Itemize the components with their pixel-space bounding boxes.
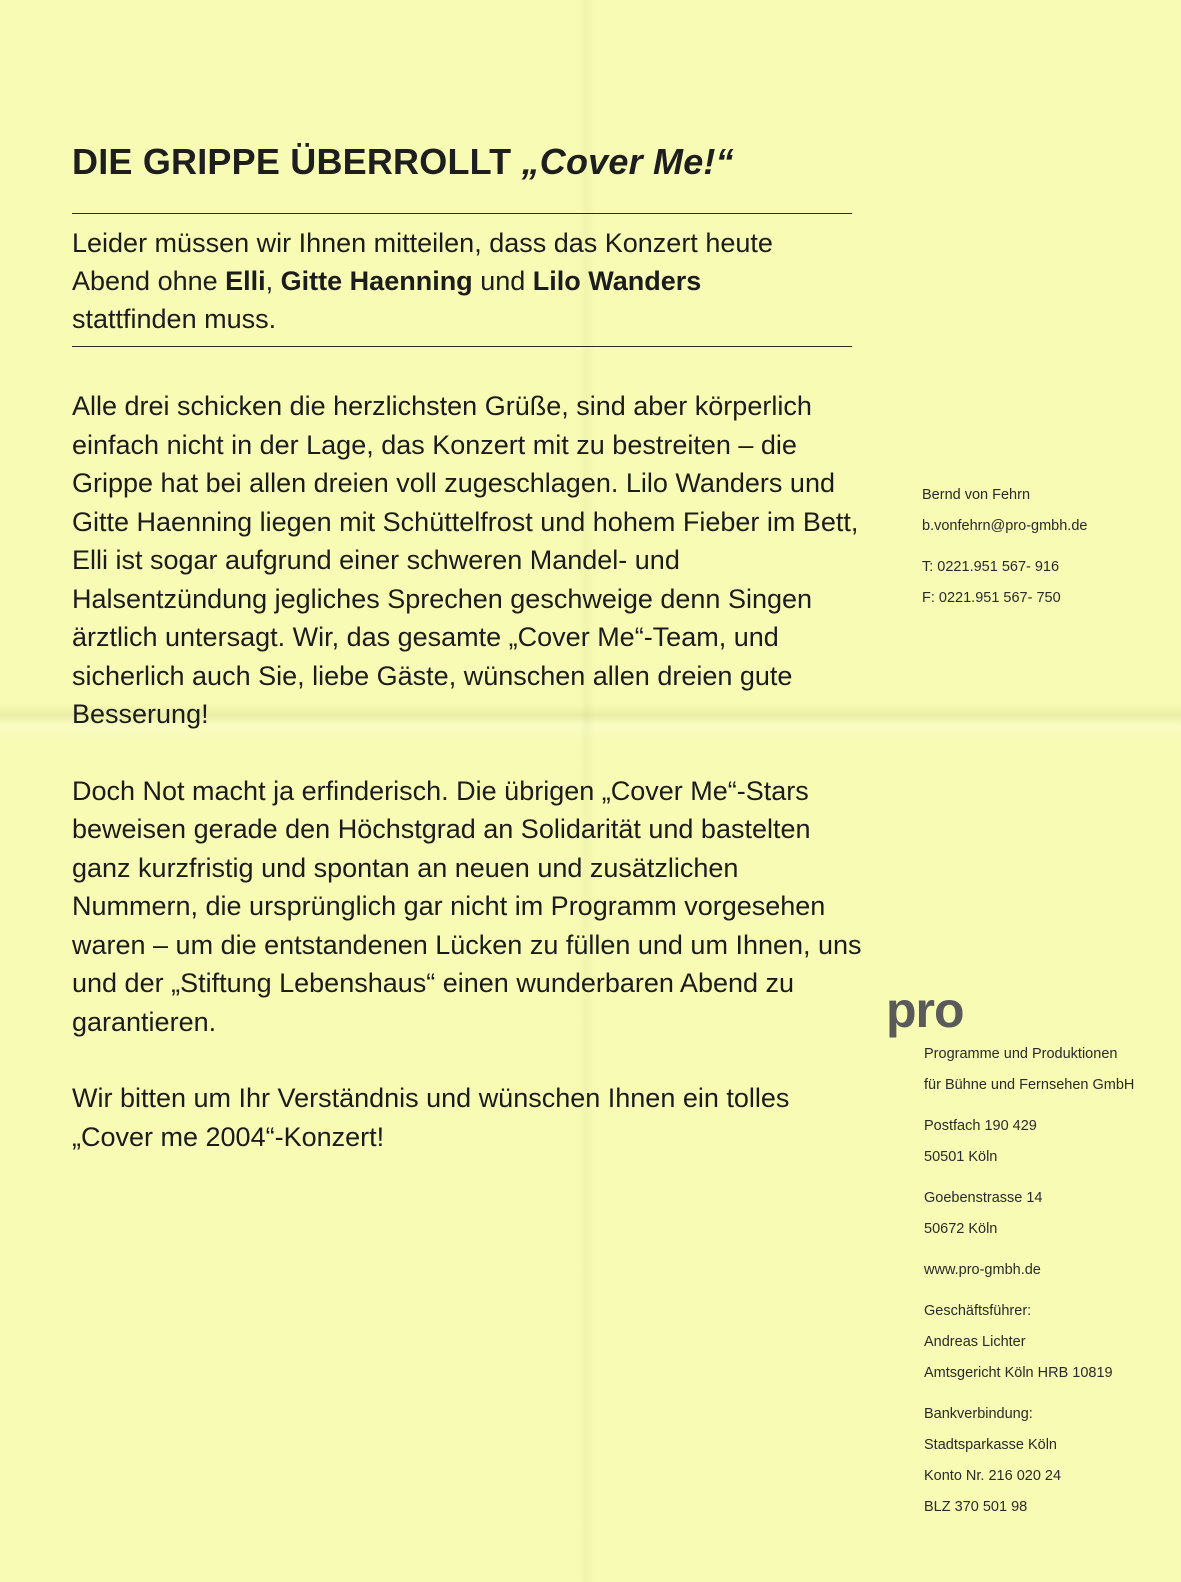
intro-text-2: ,: [265, 266, 281, 297]
company-street: Goebenstrasse 14: [924, 1190, 1043, 1206]
paragraph-closing: Wir bitten um Ihr Verständnis und wünschen Ihnen ein tolles „Cover me 2004“-Konzert!: [72, 1083, 790, 1152]
intro-name-elli: Elli: [225, 266, 266, 297]
company-bank-label: Bankverbindung:: [924, 1406, 1033, 1422]
contact-name: Bernd von Fehrn: [922, 487, 1031, 503]
contact-fax: F: 0221.951 567- 750: [922, 590, 1061, 606]
intro-text-3: und: [472, 266, 533, 297]
paragraph-illness: Alle drei schicken die herzlichsten Grüße, sind aber körperlich einfach nicht in der Lage, das Konzert mit zu bestreiten – die Grippe hat bei allen dreien voll zugeschlagen. Lilo Wanders und Gitte Haenning liegen mit Schüttelfrost und hohem Fieber im Bett, Elli ist sogar aufgrund einer schweren Mandel- und Halsentzündung jegliches Sprechen geschweige denn Singen ärztlich untersagt. Wir, das gesamte „Cover Me“-Team, und sicherlich auch Sie, liebe Gäste, wünschen allen dreien gute Besserung!: [72, 391, 859, 730]
contact-email: b.vonfehrn@pro-gmbh.de: [922, 518, 1088, 534]
divider-top: [72, 213, 852, 214]
intro-name-lilo: Lilo Wanders: [532, 266, 702, 297]
contact-phone: T: 0221.951 567- 916: [922, 559, 1060, 575]
contact-block: [922, 480, 1087, 614]
company-account: Konto Nr. 216 020 24: [924, 1468, 1062, 1484]
paragraph-solidarity: Doch Not macht ja erfinderisch. Die übrigen „Cover Me“-Stars beweisen gerade den Höchstgrad an Solidarität und bastelten ganz kurzfristig und spontan an neuen und zusätzlichen Nummern, die ursprünglich gar nicht im Programm vorgesehen waren – um die entstandenen Lücken zu füllen und um Ihnen, uns und der „Stiftung Lebenshaus“ einen wunderbaren Abend zu garantieren.: [72, 775, 862, 1037]
company-ceo-label: Geschäftsführer:: [924, 1303, 1032, 1319]
intro-paragraph: [72, 224, 832, 338]
intro-name-gitte: Gitte Haenning: [280, 266, 473, 297]
company-street-city: 50672 Köln: [924, 1221, 998, 1237]
company-postbox: Postfach 190 429: [924, 1118, 1037, 1134]
company-register: Amtsgericht Köln HRB 10819: [924, 1365, 1113, 1381]
headline-show-name: „Cover Me!“: [521, 141, 734, 182]
letter-body: [72, 140, 862, 1156]
company-ceo-name: Andreas Lichter: [924, 1334, 1026, 1350]
headline: [72, 140, 862, 183]
headline-main: DIE GRIPPE ÜBERROLLT: [72, 141, 522, 182]
company-logo: pro: [886, 982, 964, 1038]
company-details: [924, 1039, 1134, 1523]
company-block: [886, 982, 1135, 1523]
intro-text-4: stattfinden muss.: [72, 304, 277, 335]
company-name-line-1: Programme und Produktionen: [924, 1046, 1118, 1062]
company-website: www.pro-gmbh.de: [924, 1262, 1041, 1278]
divider-bottom: [72, 346, 852, 347]
company-bank-name: Stadtsparkasse Köln: [924, 1437, 1057, 1453]
company-blz: BLZ 370 501 98: [924, 1499, 1028, 1515]
company-name-line-2: für Bühne und Fernsehen GmbH: [924, 1077, 1135, 1093]
company-postbox-city: 50501 Köln: [924, 1149, 998, 1165]
intro-text-1: Leider müssen wir Ihnen mitteilen, dass das Konzert heute Abend ohne: [72, 228, 773, 297]
